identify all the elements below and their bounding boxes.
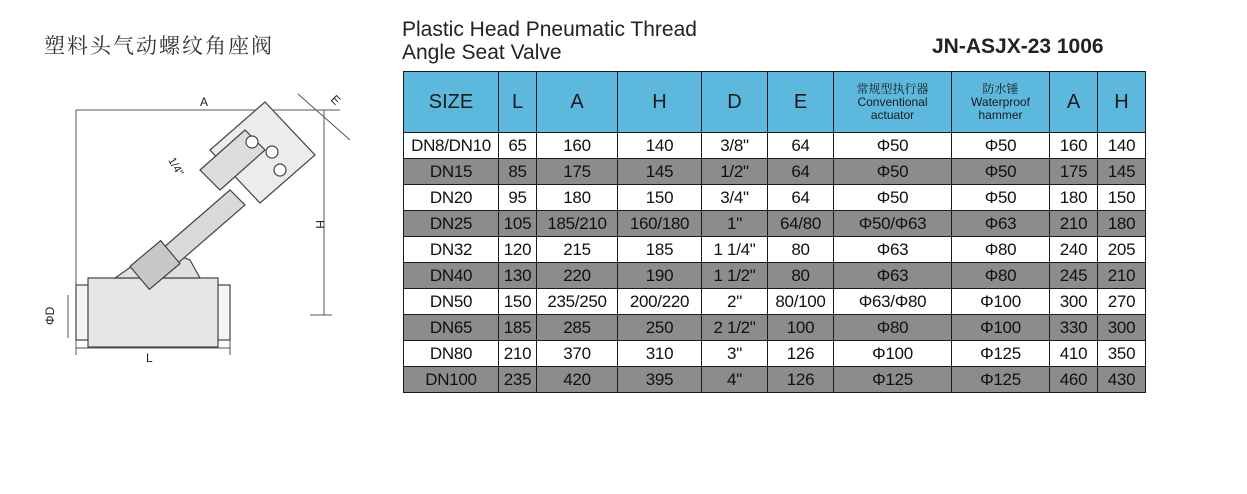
table-cell: 370 — [537, 341, 618, 367]
table-row — [404, 367, 1146, 393]
table-cell: 180 — [537, 185, 618, 211]
table-cell: DN15 — [404, 159, 499, 185]
table-cell: 185 — [618, 237, 702, 263]
table-cell: 80/100 — [768, 289, 834, 315]
table-cell: Φ125 — [952, 367, 1050, 393]
table-cell: 285 — [537, 315, 618, 341]
col-e: E — [768, 72, 834, 133]
conv-en2: actuator — [870, 107, 915, 122]
table-cell: 300 — [1050, 289, 1098, 315]
table-row — [404, 211, 1146, 237]
table-row — [404, 185, 1146, 211]
table-cell: DN8/DN10 — [404, 133, 499, 159]
dim-a-label: A — [200, 95, 209, 109]
table-cell: Φ80 — [952, 263, 1050, 289]
table-cell: 190 — [618, 263, 702, 289]
table-cell: DN100 — [404, 367, 499, 393]
table-cell: Φ63/Φ80 — [834, 289, 952, 315]
table-cell: Φ100 — [952, 289, 1050, 315]
table-cell: 64 — [768, 159, 834, 185]
table-cell: 175 — [1050, 159, 1098, 185]
english-title-line1: Plastic Head Pneumatic Thread — [402, 18, 697, 41]
table-cell: 140 — [1098, 133, 1146, 159]
english-title — [402, 18, 822, 64]
table-cell: 185/210 — [537, 211, 618, 237]
table-cell: 145 — [1098, 159, 1146, 185]
table-cell: Φ80 — [834, 315, 952, 341]
table-cell: 64/80 — [768, 211, 834, 237]
table-cell: Φ125 — [952, 341, 1050, 367]
dim-e-label: E — [327, 92, 344, 108]
table-cell: 145 — [618, 159, 702, 185]
table-cell: 150 — [618, 185, 702, 211]
table-cell: 350 — [1098, 341, 1146, 367]
table-cell: 395 — [618, 367, 702, 393]
table-cell: 240 — [1050, 237, 1098, 263]
table-cell: 80 — [768, 263, 834, 289]
col-l: L — [499, 72, 537, 133]
table-row — [404, 341, 1146, 367]
col-a: A — [537, 72, 618, 133]
model-number: JN-ASJX-23 1006 — [932, 35, 1104, 58]
table-cell: Φ50 — [952, 185, 1050, 211]
table-cell: 460 — [1050, 367, 1098, 393]
table-cell: DN50 — [404, 289, 499, 315]
table-cell: 4" — [702, 367, 768, 393]
table-cell: 250 — [618, 315, 702, 341]
table-row — [404, 133, 1146, 159]
table-cell: DN80 — [404, 341, 499, 367]
table-row — [404, 315, 1146, 341]
col-waterproof-hammer — [952, 72, 1050, 133]
table-cell: DN40 — [404, 263, 499, 289]
col-h: H — [618, 72, 702, 133]
table-cell: 310 — [618, 341, 702, 367]
table-cell: 235/250 — [537, 289, 618, 315]
table-cell: Φ50 — [952, 159, 1050, 185]
chinese-title: 塑料头气动螺纹角座阀 — [44, 34, 274, 58]
table-cell: 300 — [1098, 315, 1146, 341]
col-h2: H — [1098, 72, 1146, 133]
table-cell: 410 — [1050, 341, 1098, 367]
table-cell: Φ50 — [952, 133, 1050, 159]
table-cell: 140 — [618, 133, 702, 159]
table-cell: 420 — [537, 367, 618, 393]
table-cell: 3" — [702, 341, 768, 367]
table-row — [404, 289, 1146, 315]
table-row — [404, 263, 1146, 289]
wp-en1: Waterproof — [971, 94, 1030, 109]
table-cell: Φ50 — [834, 133, 952, 159]
table-cell: 430 — [1098, 367, 1146, 393]
table-cell: 150 — [499, 289, 537, 315]
col-conventional-actuator — [834, 72, 952, 133]
wp-zh: 防水锤 — [982, 81, 1019, 96]
table-cell: 180 — [1050, 185, 1098, 211]
table-cell: 210 — [1098, 263, 1146, 289]
table-cell: 185 — [499, 315, 537, 341]
table-cell: Φ80 — [952, 237, 1050, 263]
table-cell: 105 — [499, 211, 537, 237]
table-cell: 80 — [768, 237, 834, 263]
table-cell: 2 1/2" — [702, 315, 768, 341]
table-cell: DN65 — [404, 315, 499, 341]
table-cell: 65 — [499, 133, 537, 159]
table-cell: Φ63 — [834, 237, 952, 263]
table-cell: 126 — [768, 367, 834, 393]
table-row — [404, 237, 1146, 263]
table-cell: 180 — [1098, 211, 1146, 237]
table-cell: 205 — [1098, 237, 1146, 263]
table-cell: 210 — [499, 341, 537, 367]
table-cell: 3/4" — [702, 185, 768, 211]
table-cell: 85 — [499, 159, 537, 185]
table-cell: 120 — [499, 237, 537, 263]
port-label: 1/4" — [165, 155, 186, 179]
table-cell: 126 — [768, 341, 834, 367]
table-cell: 210 — [1050, 211, 1098, 237]
table-cell: 95 — [499, 185, 537, 211]
table-cell: 200/220 — [618, 289, 702, 315]
table-cell: 215 — [537, 237, 618, 263]
col-a2: A — [1050, 72, 1098, 133]
dim-d-label: ΦD — [43, 306, 57, 325]
table-cell: Φ63 — [834, 263, 952, 289]
table-cell: 130 — [499, 263, 537, 289]
table-cell: 64 — [768, 185, 834, 211]
table-cell: 100 — [768, 315, 834, 341]
table-cell: Φ50 — [834, 159, 952, 185]
table-cell: Φ50/Φ63 — [834, 211, 952, 237]
table-cell: 220 — [537, 263, 618, 289]
table-cell: Φ63 — [952, 211, 1050, 237]
header-row — [404, 72, 1146, 133]
table-cell: DN20 — [404, 185, 499, 211]
english-title-line2: Angle Seat Valve — [402, 41, 562, 64]
table-cell: 3/8" — [702, 133, 768, 159]
col-size: SIZE — [404, 72, 499, 133]
table-cell: 1 1/2" — [702, 263, 768, 289]
table-cell: 235 — [499, 367, 537, 393]
dim-l-label: L — [146, 351, 153, 365]
table-cell: 160 — [537, 133, 618, 159]
table-cell: 1 1/4" — [702, 237, 768, 263]
table-cell: 270 — [1098, 289, 1146, 315]
table-cell: Φ100 — [834, 341, 952, 367]
table-cell: 1" — [702, 211, 768, 237]
conv-en1: Conventional — [857, 94, 928, 109]
table-cell: 160/180 — [618, 211, 702, 237]
wp-en2: hammer — [978, 107, 1023, 122]
table-cell: Φ125 — [834, 367, 952, 393]
conv-zh: 常规型执行器 — [856, 81, 929, 96]
valve-drawing — [40, 80, 380, 380]
table-cell: Φ100 — [952, 315, 1050, 341]
table-cell: 160 — [1050, 133, 1098, 159]
dim-h-label: H — [313, 220, 327, 229]
table-row — [404, 159, 1146, 185]
table-cell: 64 — [768, 133, 834, 159]
table-cell: DN32 — [404, 237, 499, 263]
table-cell: 1/2" — [702, 159, 768, 185]
col-d: D — [702, 72, 768, 133]
table-cell: DN25 — [404, 211, 499, 237]
table-cell: 245 — [1050, 263, 1098, 289]
table-cell: 175 — [537, 159, 618, 185]
table-cell: 2" — [702, 289, 768, 315]
table-cell: Φ50 — [834, 185, 952, 211]
spec-table — [403, 71, 1146, 393]
table-cell: 330 — [1050, 315, 1098, 341]
table-cell: 150 — [1098, 185, 1146, 211]
